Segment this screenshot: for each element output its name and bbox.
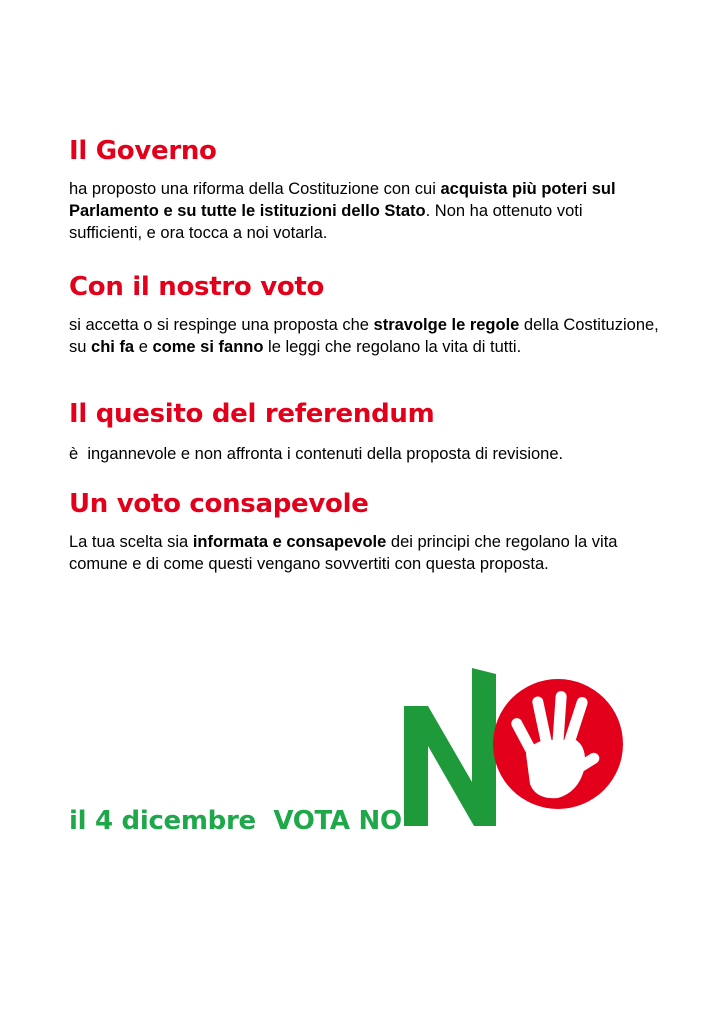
text-run: La tua scelta sia — [69, 533, 193, 551]
paragraph-un-voto-consapevole — [69, 531, 659, 575]
text-run-bold: come si fanno — [152, 338, 264, 356]
paragraph-il-governo — [69, 178, 659, 244]
text-run-bold: acquista più poteri sul Parlamento e su tutte le istituzioni dello Stato — [69, 180, 616, 220]
heading-un-voto-consapevole: Un voto consapevole — [69, 489, 369, 519]
heading-il-governo: Il Governo — [69, 136, 217, 166]
text-run: della Costituzione, su — [69, 316, 664, 356]
heading-il-quesito-del-referendum: Il quesito del referendum — [69, 399, 435, 429]
text-run: dei principi che regolano la vita comune e di come questi vengano sovvertiti con questa proposta. — [69, 533, 623, 573]
text-run: . Non ha ottenuto voti sufficienti, e ora tocca a noi votarla. — [69, 202, 588, 242]
call-to-action: il 4 dicembre VOTA NO — [69, 806, 402, 836]
text-run-bold: stravolge le regole — [373, 316, 520, 334]
text-run-bold: informata e consapevole — [192, 533, 387, 551]
text-run: ha proposto una riforma della Costituzione con cui — [69, 180, 441, 198]
text-run: le leggi che regolano la vita di tutti. — [263, 338, 522, 356]
text-run: si accetta o si respinge una proposta che — [69, 316, 374, 334]
no-hand-icon — [398, 668, 628, 830]
letter-n-shape — [404, 668, 496, 826]
paragraph-con-il-nostro-voto — [69, 314, 664, 358]
heading-con-il-nostro-voto: Con il nostro voto — [69, 272, 325, 302]
text-run: è ingannevole e non affronta i contenuti della proposta di revisione. — [69, 445, 564, 463]
text-run-bold: chi fa — [91, 338, 135, 356]
text-run: e — [134, 338, 153, 356]
paragraph-il-quesito-del-referendum — [69, 443, 659, 465]
